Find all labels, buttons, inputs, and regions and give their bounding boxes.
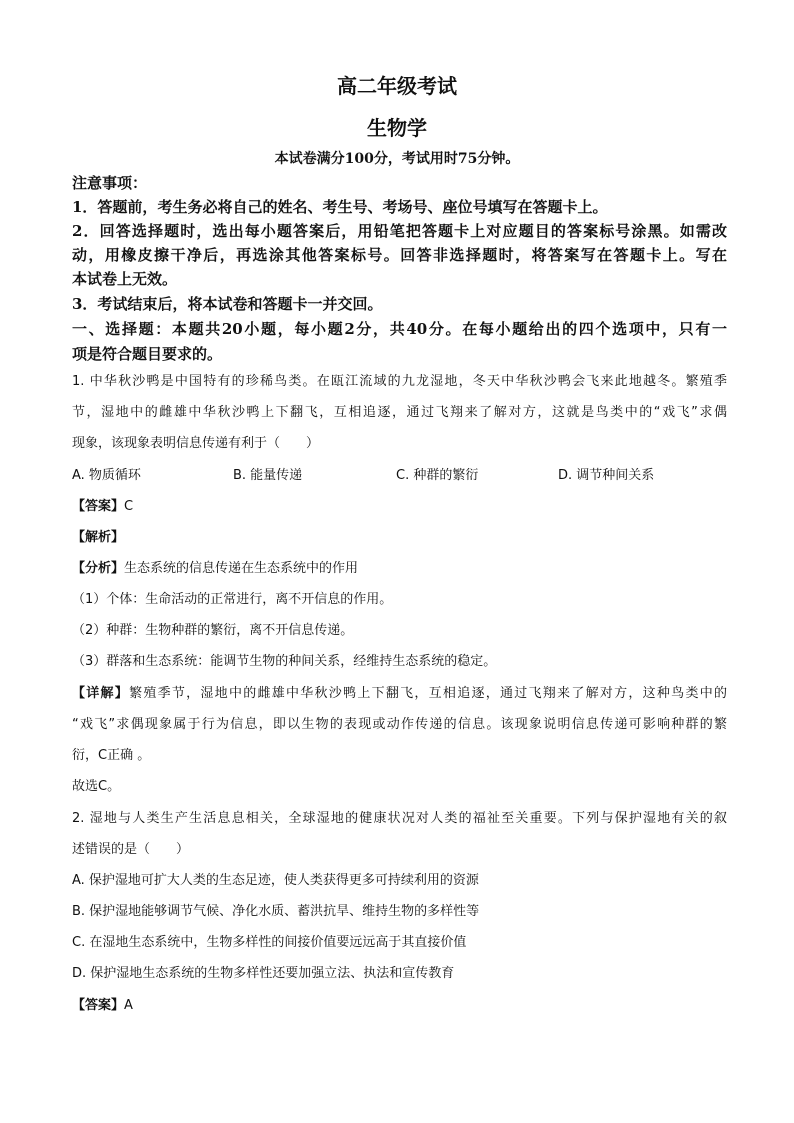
q1-xiangjie-line-1: [72, 684, 727, 704]
xiangjie-tag: 【详解】: [72, 686, 130, 701]
q2-stem-line-2: 述错误的是（ ）: [72, 842, 190, 857]
q1-point-1: （1）个体：生命活动的正常进行，离不开信息的作用。: [72, 592, 393, 607]
q1-option-c: C. 种群的繁衍: [396, 468, 479, 483]
q2-answer: [72, 996, 727, 1016]
q1-xiangjie-line-3: 衍，C正确 。: [72, 748, 151, 763]
answer-tag: 【答案】: [72, 499, 125, 514]
q1-option-a: A. 物质循环: [72, 468, 141, 483]
notice-item-2-line-1: 2．回答选择题时，选出每小题答案后，用铅笔把答题卡上对应题目的答案标号涂黑。如需改: [72, 222, 727, 240]
section-heading-line-1: 一、选择题：本题共20小题，每小题2分，共40分。在每小题给出的四个选项中，只有一: [72, 320, 727, 338]
q2-stem-line-1: 2. 湿地与人类生产生活息息相关，全球湿地的健康状况对人类的福祉至关重要。下列与保护湿地有关的叙: [72, 811, 727, 826]
answer-value: C: [124, 499, 134, 514]
q2-option-c: C. 在湿地生态系统中，生物多样性的间接价值要远远高于其直接价值: [72, 935, 467, 950]
q1-option-d: D. 调节种间关系: [558, 468, 655, 483]
q1-stem-line-2: 节，湿地中的雌雄中华秋沙鸭上下翻飞，互相追逐，通过飞翔来了解对方，这就是鸟类中的“戏飞”求偶: [72, 405, 727, 420]
q1-fenxi: [72, 559, 727, 579]
q1-answer: [72, 497, 727, 517]
notice-item-3: 3．考试结束后，将本试卷和答题卡一并交回。: [72, 295, 383, 313]
q1-stem-line-3: 现象，该现象表明信息传递有利于（ ）: [72, 436, 320, 451]
q1-conclusion: 故选C。: [72, 779, 121, 794]
page-title: 高二年级考试: [337, 74, 457, 98]
notice-item-2-line-3: 本试卷上无效。: [72, 270, 178, 288]
q1-analysis-tag: [72, 528, 727, 548]
answer-value: A: [124, 998, 133, 1013]
q1-stem-line-1: 1. 中华秋沙鸭是中国特有的珍稀鸟类。在瓯江流域的九龙湿地，冬天中华秋沙鸭会飞来此地越冬。繁殖季: [72, 374, 727, 389]
analysis-tag: 【解析】: [72, 530, 125, 545]
xiangjie-text-1: 繁殖季节，湿地中的雌雄中华秋沙鸭上下翻飞，互相追逐，通过飞翔来了解对方，这种鸟类中的: [129, 686, 727, 701]
exam-info: 本试卷满分100分，考试用时75分钟。: [274, 151, 520, 167]
section-heading-line-2: 项是符合题目要求的。: [72, 345, 223, 363]
notice-item-2-line-2: 动，用橡皮擦干净后，再选涂其他答案标号。回答非选择题时，将答案写在答题卡上。写在: [72, 246, 727, 264]
q2-option-d: D. 保护湿地生态系统的生物多样性还要加强立法、执法和宣传教育: [72, 966, 455, 981]
q2-option-b: B. 保护湿地能够调节气候、净化水质、蓄洪抗旱、维持生物的多样性等: [72, 904, 480, 919]
answer-tag: 【答案】: [72, 998, 125, 1013]
q2-option-a: A. 保护湿地可扩大人类的生态足迹，使人类获得更多可持续利用的资源: [72, 873, 479, 888]
subject-title: 生物学: [367, 116, 427, 140]
q1-xiangjie-line-2: “戏飞”求偶现象属于行为信息，即以生物的表现或动作传递的信息。该现象说明信息传递可影响种群的繁: [72, 717, 727, 732]
q1-point-2: （2）种群：生物种群的繁衍，离不开信息传递。: [72, 623, 354, 638]
notice-heading: 注意事项：: [72, 174, 148, 192]
q1-option-b: B. 能量传递: [233, 468, 303, 483]
notice-item-1: 1．答题前，考生务必将自己的姓名、考生号、考场号、座位号填写在答题卡上。: [72, 198, 608, 216]
fenxi-tag: 【分析】: [72, 561, 125, 576]
q1-point-3: （3）群落和生态系统：能调节生物的种间关系，经维持生态系统的稳定。: [72, 654, 497, 669]
fenxi-text: 生态系统的信息传递在生态系统中的作用: [124, 561, 359, 576]
